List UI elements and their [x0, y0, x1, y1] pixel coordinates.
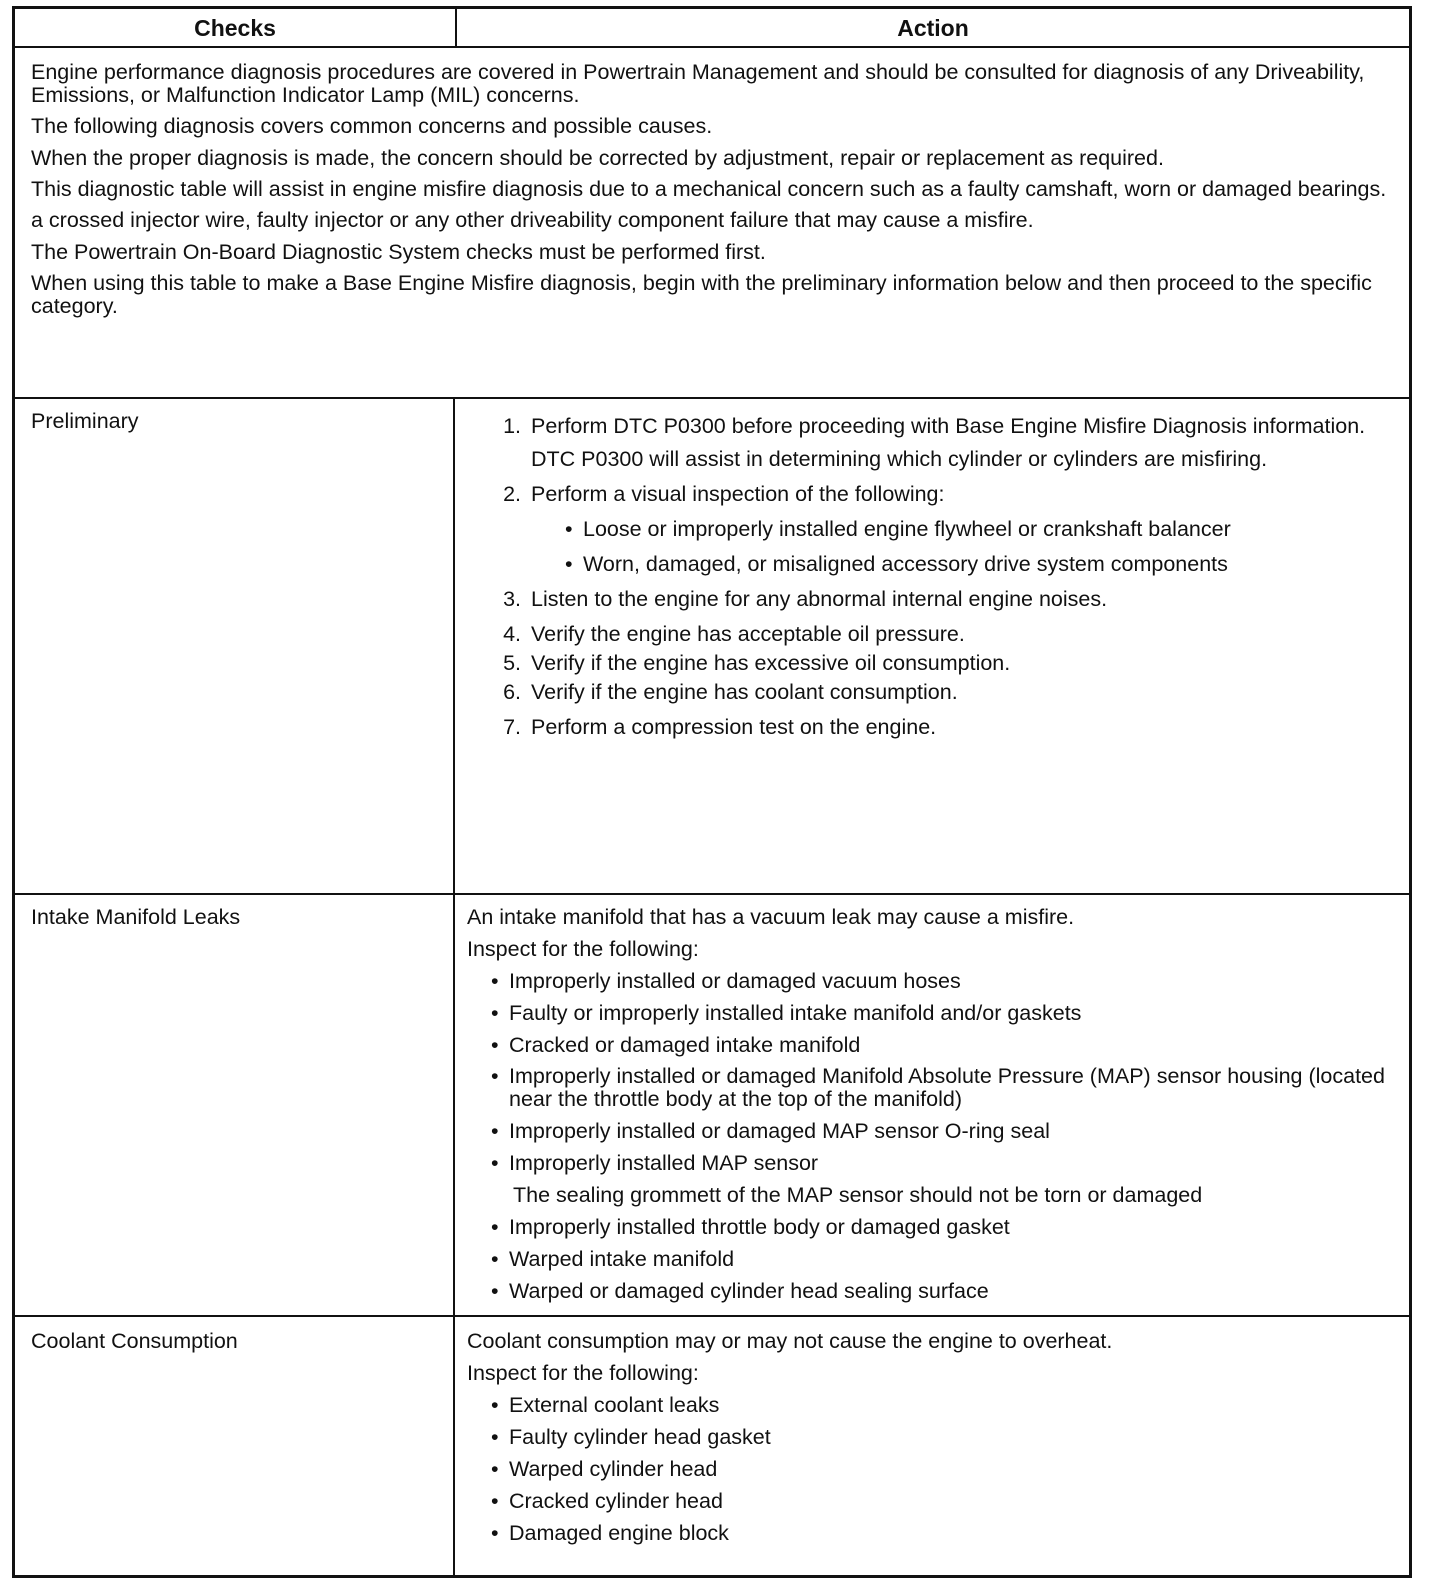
intro-paragraph: a crossed injector wire, faulty injector or any other driveability component failure that may cause a misfire. — [31, 208, 1034, 232]
intake-lead: An intake manifold that has a vacuum leak may cause a misfire. — [467, 905, 1075, 929]
step-item: 5. Verify if the engine has excessive oil consumption. — [503, 651, 1011, 675]
step-item: 6. Verify if the engine has coolant consumption. — [503, 680, 958, 704]
row-rule — [15, 397, 1409, 399]
action-column-header: Action — [897, 14, 969, 41]
intake-bullet: • Improperly installed or damaged vacuum hoses — [491, 969, 961, 993]
intro-paragraph: The following diagnosis covers common concerns and possible causes. — [31, 114, 713, 138]
intro-block — [31, 61, 1401, 325]
check-intake-manifold-leaks: Intake Manifold Leaks — [31, 905, 241, 929]
coolant-bullet: • Faulty cylinder head gasket — [491, 1425, 771, 1449]
step-bullet: • Worn, damaged, or misaligned accessory drive system components — [565, 552, 1228, 576]
step-note: DTC P0300 will assist in determining which cylinder or cylinders are misfiring. — [531, 447, 1268, 471]
coolant-bullet: • Damaged engine block — [491, 1521, 729, 1545]
coolant-bullet: • Cracked cylinder head — [491, 1489, 723, 1513]
step-item: 7. Perform a compression test on the engine. — [503, 715, 937, 739]
intro-paragraph: When using this table to make a Base Engine Misfire diagnosis, begin with the preliminary information below and then proceed to the specific category. — [31, 271, 1372, 318]
checks-column-header: Checks — [194, 14, 276, 41]
coolant-bullet: • Warped cylinder head — [491, 1457, 718, 1481]
intake-inspect-label: Inspect for the following: — [467, 937, 699, 961]
intake-bullet: • Improperly installed throttle body or damaged gasket — [491, 1215, 1010, 1239]
coolant-bullet: • External coolant leaks — [491, 1393, 720, 1417]
row-rule — [15, 1315, 1409, 1317]
intake-bullet: • Faulty or improperly installed intake manifold and/or gaskets — [491, 1001, 1082, 1025]
intro-paragraph: When the proper diagnosis is made, the concern should be corrected by adjustment, repair or replacement as required. — [31, 146, 1164, 170]
coolant-lead: Coolant consumption may or may not cause the engine to overheat. — [467, 1329, 1113, 1353]
diagnosis-table — [12, 6, 1412, 1578]
step-item: 2. Perform a visual inspection of the following: — [503, 482, 945, 506]
intake-bullet: • Improperly installed MAP sensor — [491, 1151, 819, 1175]
check-preliminary: Preliminary — [31, 409, 139, 433]
step-bullet: • Loose or improperly installed engine flywheel or crankshaft balancer — [565, 517, 1231, 541]
preliminary-steps — [485, 413, 1395, 741]
check-coolant-consumption: Coolant Consumption — [31, 1329, 238, 1353]
header-rule — [15, 46, 1409, 48]
intake-note: The sealing grommett of the MAP sensor should not be torn or damaged — [513, 1183, 1203, 1207]
row-rule — [15, 893, 1409, 895]
intake-bullet: • Cracked or damaged intake manifold — [491, 1033, 861, 1057]
intro-paragraph: Engine performance diagnosis procedures are covered in Powertrain Management and should be consulted for diagnosis of any Driveability, Emissions, or Malfunction Indicator Lamp (MIL) concerns. — [31, 60, 1365, 107]
step-item: 1. Perform DTC P0300 before proceeding with Base Engine Misfire Diagnosis information. — [503, 414, 1366, 438]
step-item: 3. Listen to the engine for any abnormal internal engine noises. — [503, 587, 1108, 611]
coolant-inspect-label: Inspect for the following: — [467, 1361, 699, 1385]
intake-bullet: • Improperly installed or damaged MAP sensor O-ring seal — [491, 1119, 1050, 1143]
coolant-actions — [467, 1327, 1397, 1547]
intake-actions — [467, 903, 1397, 1305]
header-divider — [455, 9, 457, 47]
intro-paragraph: This diagnostic table will assist in engine misfire diagnosis due to a mechanical concern such as a faulty camshaft, worn or damaged bearings. — [31, 177, 1387, 201]
intake-bullet: • Warped intake manifold — [491, 1247, 735, 1271]
column-divider — [453, 397, 455, 1575]
intake-bullet: • Improperly installed or damaged Manifold Absolute Pressure (MAP) sensor housing (located near the throttle body at the top of the manifold) — [491, 1064, 1385, 1111]
intake-bullet: • Warped or damaged cylinder head sealing surface — [491, 1279, 989, 1303]
intro-paragraph: The Powertrain On-Board Diagnostic System checks must be performed first. — [31, 240, 766, 264]
step-item: 4. Verify the engine has acceptable oil pressure. — [503, 622, 965, 646]
